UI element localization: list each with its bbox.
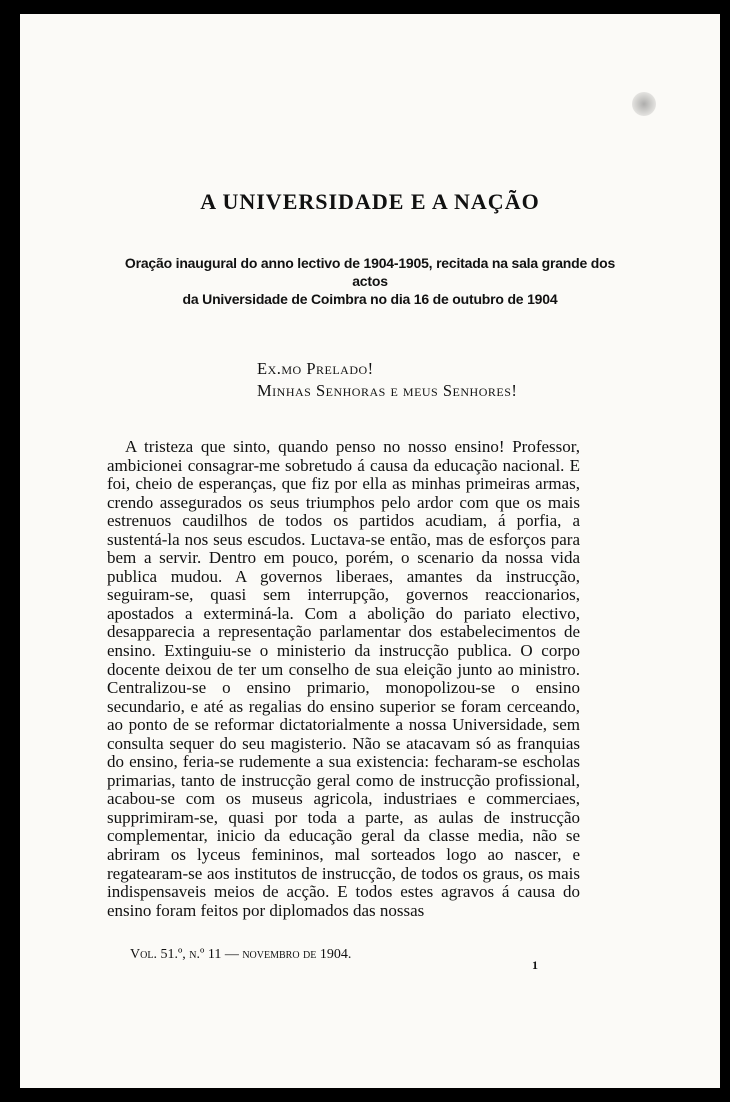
document-page — [20, 14, 720, 1088]
salutation — [257, 358, 517, 402]
subtitle-line-1: Oração inaugural do anno lectivo de 1904-1905, recitada na sala grande dos actos — [124, 255, 616, 289]
signature-mark: 1 — [532, 958, 538, 972]
subtitle-line-2: da Universidade de Coimbra no dia 16 de outubro de 1904 — [182, 291, 558, 307]
ink-smudge — [632, 92, 656, 116]
article-title: A UNIVERSIDADE E A NAÇÃO — [200, 189, 540, 214]
salutation-line-2: Minhas Senhoras e meus Senhores! — [257, 381, 518, 400]
salutation-line-1: Ex.mo Prelado! — [257, 359, 374, 378]
page-footer-volume: Vol. 51.º, n.º 11 — novembro de 1904. — [130, 947, 352, 962]
body-paragraph: A tristeza que sinto, quando penso no nosso ensino! Professor, ambicionei consagrar-me sobretudo á causa da educação nacional. E foi, cheio de esperanças, que fiz por ella as minhas primeiras armas, crendo assegurados os seus triumphos pelo ardor com que os mais estrenuos caudilhos de todos os partidos acudiam, á porfia, a sustentá-la nos seus escudos. Luctava-se então, mas de esforços para bem a servir. Dentro em pouco, porém, o scenario da nossa vida publica mudou. A governos liberaes, amantes da instrucção, seguiram-se, quasi sem interrupção, governos reaccionarios, apostados a exterminá-la. Com a abolição do pariato electivo, desapparecia a representação parlamentar dos estabelecimentos de ensino. Extinguiu-se o ministerio da instrucção publica. O corpo docente deixou de ter um conselho de sua eleição junto ao ministro. Centralizou-se o ensino primario, monopolizou-se o ensino secundario, e até as regalias do ensino superior se foram cerceando, ao ponto de se reformar dictatorialmente a nossa Universidade, sem consulta sequer do seu magisterio. Não se atacavam só as franquias do ensino, feria-se rudemente a sua existencia: fecharam-se escholas primarias, tanto de instrucção geral como de instrucção profissional, acabou-se com os museus agricola, industriaes e commerciaes, supprimiram-se, quasi por toda a parte, as aulas de instrucção complementar, inicio da educação geral da classe media, não se abriram os lyceus femininos, mal sorteados logo ao nascer, e regatearam-se aos institutos de instrucção, de todos os graus, os mais indispensaveis meios de acção. E todos estes agravos á causa do ensino foram feitos por diplomados das nossas — [107, 437, 580, 920]
article-body — [107, 438, 580, 920]
article-subtitle — [120, 254, 620, 308]
